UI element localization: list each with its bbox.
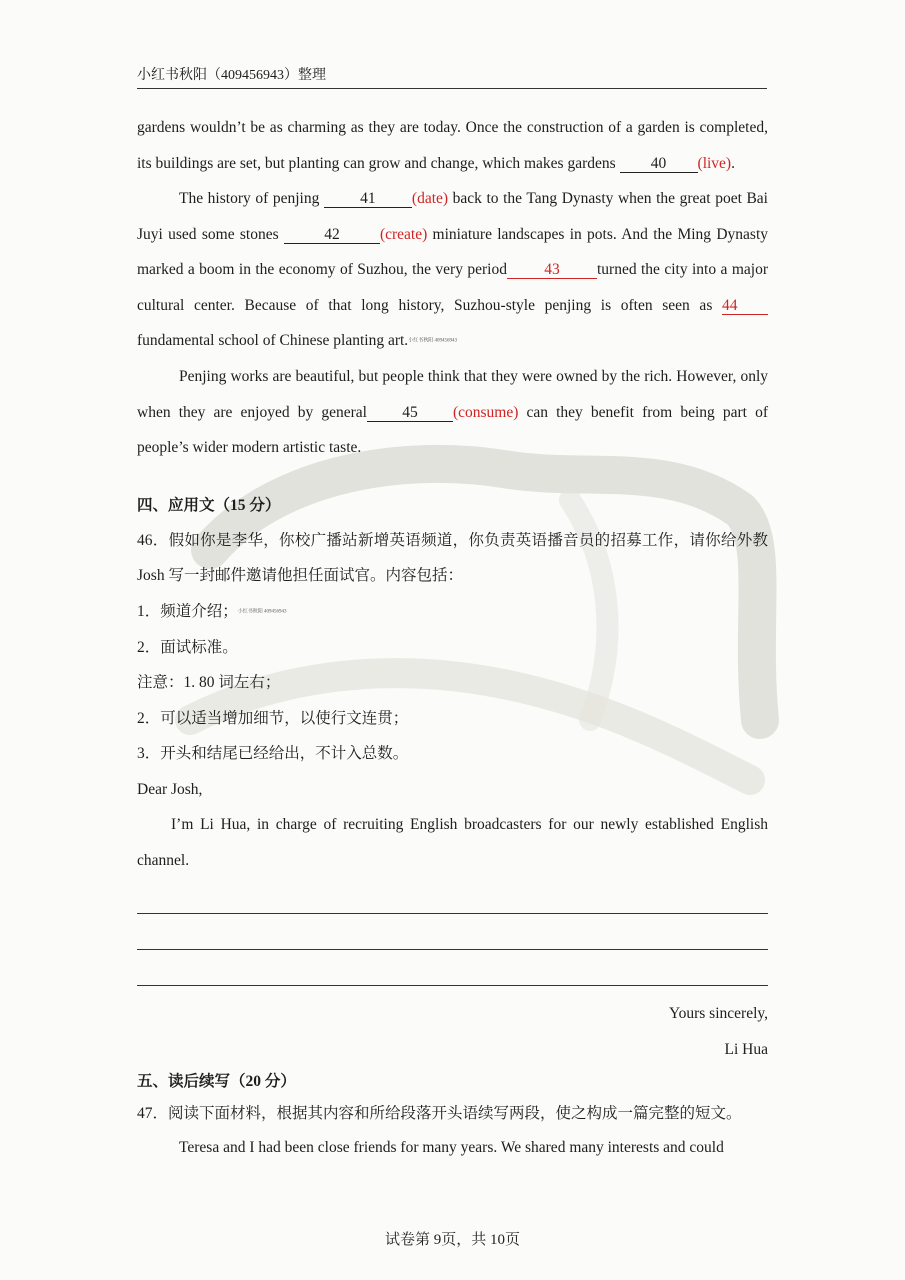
requirement-1: 1．频道介绍；小红书秋阳 409456943 (137, 602, 287, 620)
note-3: 3．开头和结尾已经给出，不计入总数。 (137, 745, 409, 763)
blank-43[interactable]: 43 (507, 262, 597, 279)
section-5-title: 五、读后续写（20 分） (137, 1073, 296, 1091)
blank-40[interactable]: 40 (620, 156, 698, 173)
hint-40: (live) (697, 154, 732, 172)
letter-closing: Yours sincerely, (668, 1005, 768, 1023)
writing-line-1[interactable] (137, 878, 768, 914)
note-1: 注意：1. 80 词左右； (137, 674, 281, 692)
blank-41[interactable]: 41 (324, 191, 412, 208)
letter-salutation: Dear Josh, (137, 780, 203, 798)
requirement-2: 2．面试标准。 (137, 638, 238, 656)
question-46: 46．假如你是李华，你校广播站新增英语频道，你负责英语播音员的招募工作，请你给外教 Josh 写一封邮件邀请他担任面试官。内容包括： (137, 531, 768, 585)
section-4-title: 四、应用文（15 分） (137, 496, 281, 514)
writing-line-2[interactable] (137, 914, 768, 950)
question-47: 47．阅读下面材料，根据其内容和所给段落开头语续写两段，使之构成一篇完整的短文。 (137, 1105, 742, 1123)
tiny-watermark-text: 小红书秋阳 409456943 (408, 338, 457, 344)
hint-45: (consume) (452, 403, 519, 421)
exam-content (137, 110, 768, 1166)
tiny-watermark-text-2: 小红书秋阳 409456943 (237, 609, 287, 615)
blank-45[interactable]: 45 (367, 405, 453, 422)
blank-44[interactable]: 44 (722, 298, 768, 315)
letter-opening: I’m Li Hua, in charge of recruiting English broadcasters for our newly established English channel. (137, 816, 768, 869)
writing-line-3[interactable] (137, 950, 768, 986)
page-header: 小红书秋阳（409456943）整理 (137, 64, 767, 89)
story-start: Teresa and I had been close friends for many years. We shared many interests and could (179, 1139, 724, 1157)
passage-paragraph-3: Penjing works are beautiful, but people think that they were owned by the rich. However, only when they are enjoyed by general 45 (consume) can they benefit from being part of people’s wider modern artistic taste. (137, 368, 768, 457)
passage-paragraph-2: The history of penjing 41 (date) back to the Tang Dynasty when the great poet Bai Juyi used some stones 42 (create) miniature landscapes in pots. And the Ming Dynasty marked a boom in the economy of Suzhou, the very period 43 turned the city into a major cultural center. Because of that long history, Suzhou-style penjing is often seen as 44fundamental school of Chinese planting art.小红书秋阳 409456943 (137, 190, 768, 349)
blank-42[interactable]: 42 (284, 227, 380, 244)
page-footer: 试卷第 9页，共 10页 (384, 1232, 520, 1248)
hint-41: (date) (411, 190, 449, 207)
note-2: 2．可以适当增加细节，以使行文连贯； (137, 709, 409, 727)
hint-42: (create) (379, 225, 428, 243)
passage-paragraph-1: gardens wouldn’t be as charming as they are today. Once the construction of a garden is completed, its buildings are set, but planting can grow and change, which makes gardens 40 (live). (137, 119, 768, 172)
letter-signature: Li Hua (724, 1040, 768, 1058)
